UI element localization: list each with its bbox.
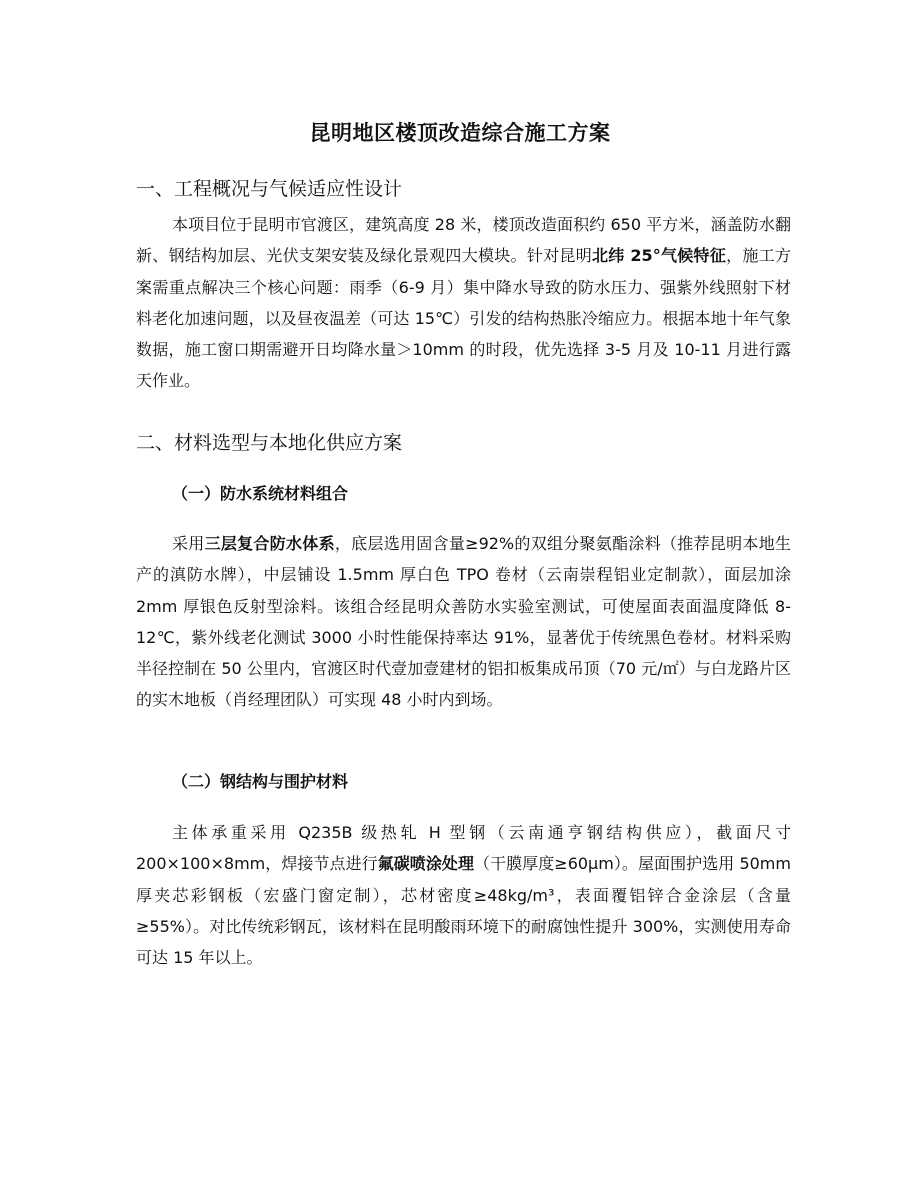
paragraph-bold-text: 三层复合防水体系: [204, 534, 335, 553]
section-1-heading: 一、工程概况与气候适应性设计: [136, 178, 403, 200]
paragraph-text: 本项目位于昆明市官渡区，建筑高度 28 米，楼顶改造面积约 650 平方米，涵盖防水翻新、钢结构加层、光伏支架安装及绿化景观四大模块。针对昆明: [136, 215, 791, 266]
paragraph-bold-text: 北纬 25°气候特征: [592, 246, 727, 266]
subsection-2-paragraph: [136, 817, 791, 973]
subsection-1-paragraph: [136, 528, 791, 716]
paragraph-text: ，底层选用固含量≥92%的双组分聚氨酯涂料（推荐昆明本地生产的滇防水牌），中层铺设 1.5mm 厚白色 TPO 卷材（云南崇程铝业定制款），面层加涂 2mm 厚银色反射型涂料。该组合经昆明众善防水实验室测试，可使屋面表面温度降低 8-12℃，紫外线老化测试 3000 小时性能保持率达 91%，显著优于传统黑色卷材。材料采购半径控制在 50 公里内，官渡区时代壹加壹建材的铝扣板集成吊顶（70 元/㎡）与白龙路片区的实木地板（肖经理团队）可实现 48 小时内到场。: [136, 534, 791, 710]
section-1-paragraph: [136, 209, 791, 397]
paragraph-text: ，施工方案需重点解决三个核心问题：雨季（6-9 月）集中降水导致的防水压力、强紫外线照射下材料老化加速问题，以及昼夜温差（可达 15℃）引发的结构热胀冷缩应力。根据本地十年气象数据，施工窗口期需避开日均降水量＞10mm 的时段，优先选择 3-5 月及 10-11 月进行露天作业。: [136, 246, 791, 391]
document-title: 昆明地区楼顶改造综合施工方案: [309, 121, 611, 145]
subsection-1-heading: （一）防水系统材料组合: [172, 484, 349, 503]
subsection-2-heading: （二）钢结构与围护材料: [172, 772, 349, 791]
paragraph-bold-text: 氟碳喷涂处理: [377, 854, 475, 874]
paragraph-text: 主体承重采用 Q235B 级热轧 H 型钢（云南通亨钢结构供应），截面尺寸200×100×8mm，焊接节点进行: [136, 823, 791, 874]
section-2-heading: 二、材料选型与本地化供应方案: [136, 432, 403, 454]
paragraph-text: 采用: [172, 534, 205, 553]
paragraph-text: （干膜厚度≥60μm）。屋面围护选用 50mm 厚夹芯彩钢板（宏盛门窗定制），芯材密度≥48kg/m³，表面覆铝锌合金涂层（含量≥55%）。对比传统彩钢瓦，该材料在昆明酸雨环境下的耐腐蚀性提升 300%，实测使用寿命可达 15 年以上。: [136, 854, 791, 968]
